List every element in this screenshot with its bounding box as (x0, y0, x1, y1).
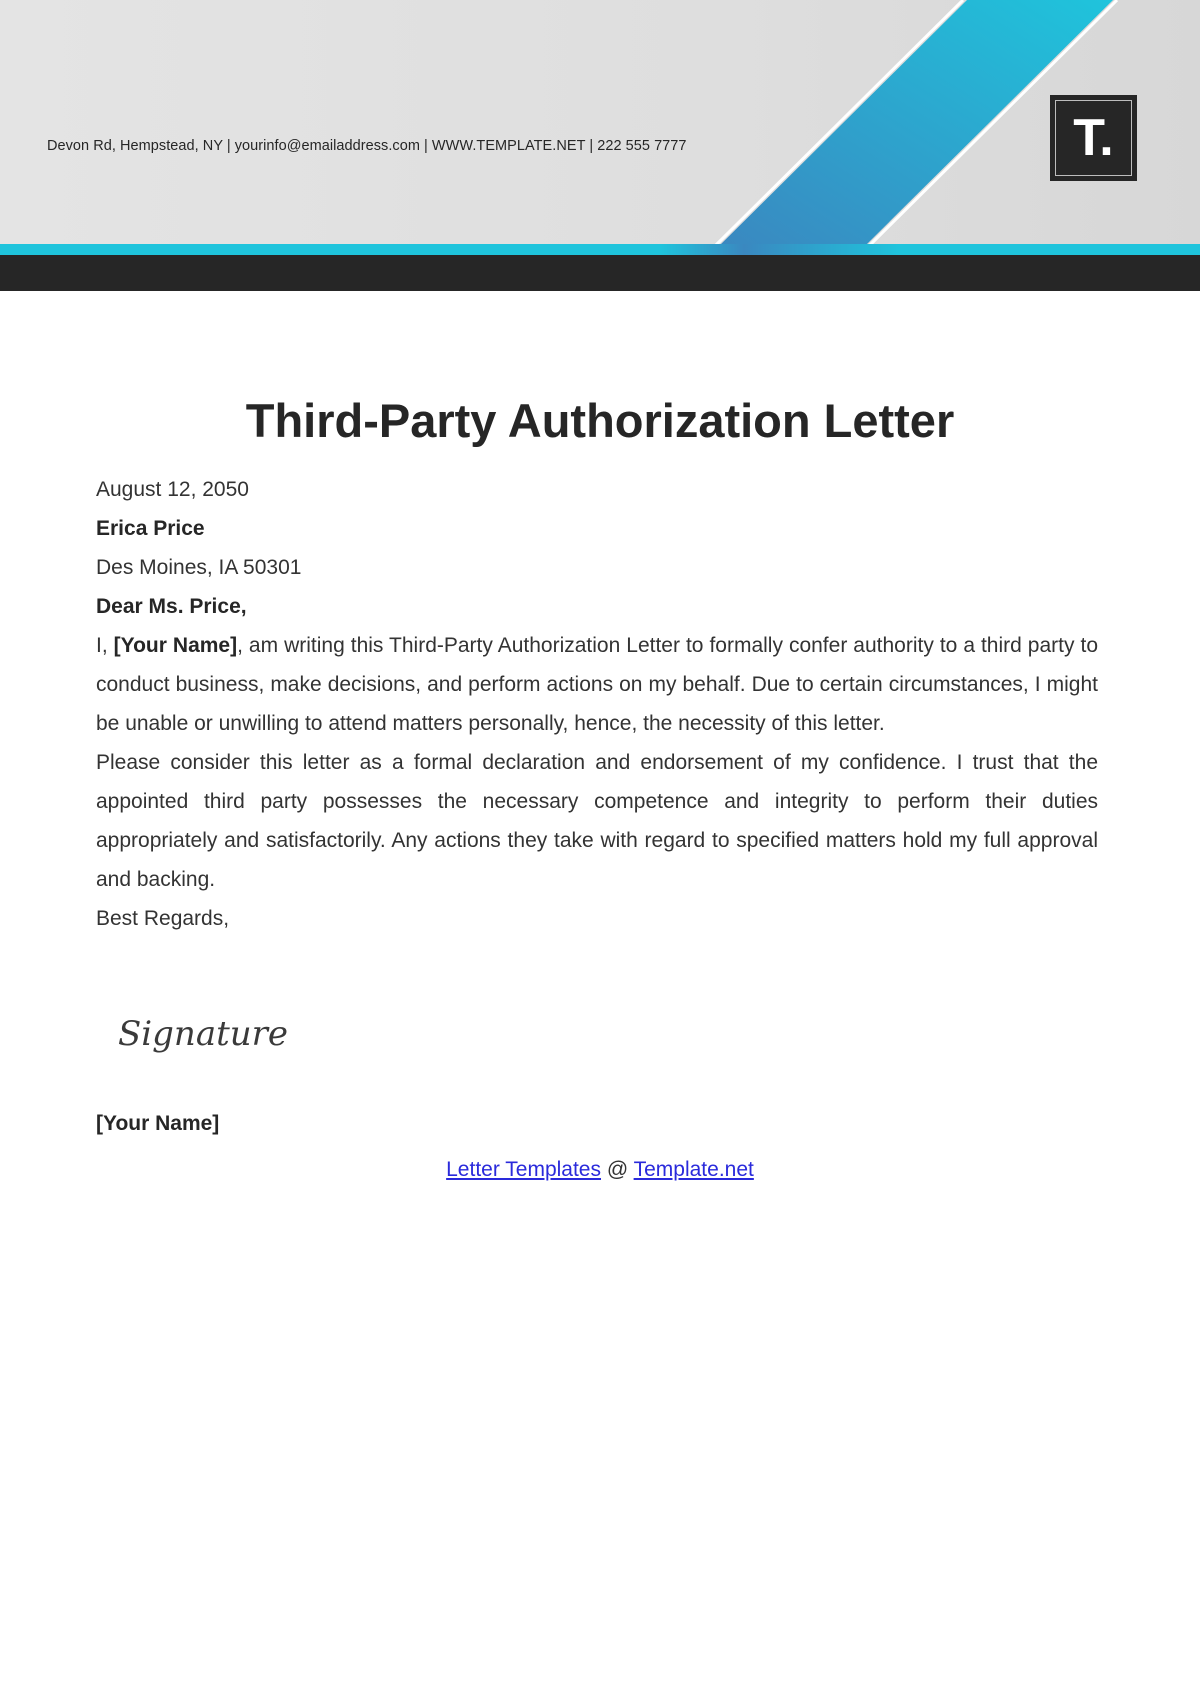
letter-date: August 12, 2050 (96, 478, 249, 501)
paragraph-1-text: , am writing this Third-Party Authorization Letter to formally confer authority to a third party to conduct business, make decisions, and perform actions on my behalf. Due to certain circumstances, I might be unable or unwilling to attend matters personally, hence, the necessity of this letter. (96, 634, 1098, 735)
contact-info: Devon Rd, Hempstead, NY | yourinfo@emailaddress.com | WWW.TEMPLATE.NET | 222 555 7777 (47, 138, 687, 154)
letter-body (96, 470, 1098, 938)
letterhead (0, 0, 1200, 291)
your-name-placeholder: [Your Name] (113, 634, 238, 657)
paragraph-2: Please consider this letter as a formal declaration and endorsement of my confidence. I trust that the appointed third party possesses the necessary competence and integrity to perform their duties appropriately and satisfactorily. Any actions they take with regard to specified matters hold my full approval and backing. (96, 751, 1098, 891)
template-net-link[interactable]: Template.net (633, 1158, 754, 1181)
signature: Signature (118, 1014, 289, 1054)
logo-letter: T. (1073, 109, 1114, 167)
document-title: Third-Party Authorization Letter (245, 394, 955, 447)
template-logo (1050, 95, 1137, 181)
closing: Best Regards, (96, 907, 230, 930)
letter-templates-link[interactable]: Letter Templates (446, 1158, 601, 1181)
footer (0, 1158, 1200, 1182)
paragraph-1 (96, 626, 1098, 743)
recipient-address: Des Moines, IA 50301 (96, 556, 302, 579)
sender-name: [Your Name] (96, 1112, 220, 1135)
salutation: Dear Ms. Price, (96, 595, 247, 618)
paragraph-1-prefix: I, (96, 634, 114, 657)
footer-separator: @ (601, 1158, 634, 1181)
recipient-name: Erica Price (96, 517, 205, 540)
